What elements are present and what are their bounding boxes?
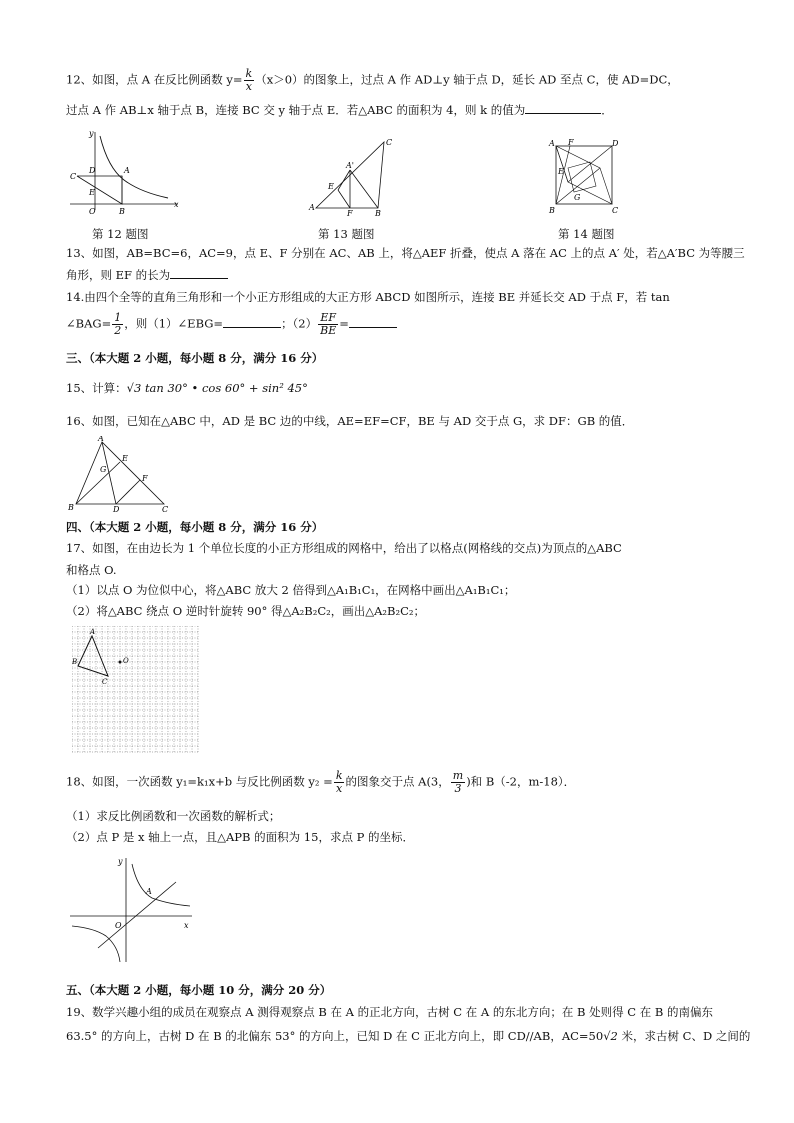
q17-part1: （1）以点 O 为位似中心，将△ABC 放大 2 倍得到△A₁B₁C₁，在网格中画出△A₁B₁C₁； — [66, 583, 516, 597]
q14-fraction-2: $\frac{EF}{BE}$ — [320, 311, 337, 337]
fig16-label-B: B — [68, 503, 74, 512]
fig14-label-D: D — [612, 139, 619, 148]
fig12-label-B: B — [119, 207, 125, 216]
fig13-label-F: F — [347, 209, 353, 218]
fig14-label-E: E — [558, 167, 564, 176]
fig16-triangle — [76, 442, 164, 504]
fig16-label-C: C — [162, 505, 169, 512]
fig14-label-A: A — [549, 139, 555, 148]
q18-part2: （2）点 P 是 x 轴上一点，且△APB 的面积为 15，求点 P 的坐标． — [66, 830, 414, 844]
fig12-label-y: y — [89, 129, 94, 138]
fig17-label-B: B — [72, 658, 78, 666]
q12-answer-blank[interactable] — [525, 103, 601, 114]
q12-fraction: $\frac{k}{x}$ — [245, 67, 253, 93]
fig17-label-O: O — [123, 657, 129, 665]
fig16-label-A: A — [98, 436, 104, 443]
section-3-heading: 三、（本大题 2 小题，每小题 8 分，满分 16 分） — [66, 351, 324, 365]
fig12-label-x: x — [174, 200, 179, 209]
fig18-label-y: y — [118, 857, 123, 866]
fig16-label-D: D — [113, 505, 120, 512]
q12-text-b: （x＞0）的图象上，过点 A 作 AD⊥y 轴于点 D，延长 AD 至点 C，使 AD=DC， — [255, 72, 679, 87]
figure-18 — [68, 856, 196, 966]
q13-answer-blank[interactable] — [170, 268, 228, 279]
q15-expression: √3 tan 30° • cos 60° + sin² 45° — [126, 381, 308, 395]
q14-answer-blank-2[interactable] — [349, 317, 397, 328]
caption-fig13: 第 13 题图 — [318, 227, 375, 241]
fig12-label-E: E — [89, 188, 95, 197]
fig17-gridlines — [72, 626, 198, 752]
q12-text-a: 12、如图，点 A 在反比例函数 y= — [66, 72, 243, 87]
q14-line1: 14.由四个全等的直角三角形和一个小正方形组成的大正方形 ABCD 如图所示，连接 BE 并延长交 AD 于点 F，若 tan — [66, 290, 670, 304]
q13-line2: 角形，则 EF 的长为 — [66, 267, 228, 283]
fig12-label-C: C — [70, 172, 77, 181]
q16-line: 16、如图，已知在△ABC 中，AD 是 BC 边的中线，AE=EF=CF，BE 与 AD 交于点 G，求 DF：GB 的值． — [66, 414, 634, 428]
q18-part1: （1）求反比例函数和一次函数的解析式； — [66, 809, 281, 823]
q18-fraction-1: $\frac{k}{x}$ — [335, 769, 343, 795]
q14-fraction-1: $\frac{1}{2}$ — [114, 311, 122, 337]
fig13-label-C: C — [386, 138, 393, 147]
q12-line1 — [66, 68, 679, 93]
fig14-inner-square — [568, 162, 596, 192]
fig18-hyperbola-q3 — [72, 926, 120, 962]
fig12-curve — [100, 136, 168, 198]
figure-16 — [68, 436, 172, 512]
fig14-label-G: G — [574, 193, 581, 202]
q14-line2: ∠BAG= $\frac{1}{2}$ ，则（1）∠EBG= ；（2） $\frac{EF}{BE}$ = — [66, 312, 397, 337]
fig12-label-D: D — [89, 166, 96, 175]
q12-line2: 过点 A 作 AB⊥x 轴于点 B，连接 BC 交 y 轴于点 E．若△ABC 的面积为 4，则 k 的值为 ． — [66, 103, 613, 117]
fig16-label-G: G — [100, 465, 107, 474]
fig13-label-E: E — [328, 182, 334, 191]
fig17-point-O — [119, 661, 122, 664]
q12-text-line2: 过点 A 作 AB⊥x 轴于点 B，连接 BC 交 y 轴于点 E．若△ABC 的面积为 4，则 k 的值为 — [66, 103, 526, 117]
fig16-label-E: E — [122, 454, 128, 463]
q18-fraction-2: $\frac{m}{3}$ — [452, 769, 464, 795]
q17-line1: 17、如图，在由边长为 1 个单位长度的小正方形组成的网格中，给出了以格点(网格线的交点)为顶点的△ABC — [66, 541, 622, 555]
q14-answer-blank-1[interactable] — [223, 317, 281, 328]
fig17-label-A: A — [90, 628, 96, 636]
fig12-label-O: O — [89, 207, 96, 216]
figure-12 — [70, 128, 182, 218]
section-5-heading: 五、（本大题 2 小题，每小题 10 分，满分 20 分） — [66, 983, 332, 997]
fig12-label-A: A — [124, 166, 130, 175]
fig14-square — [556, 146, 612, 204]
fig13-label-A: A — [309, 203, 315, 212]
fig14-label-F: F — [568, 138, 574, 147]
fig14-label-B: B — [549, 206, 555, 215]
fig12-triangle — [77, 176, 122, 204]
figure-14 — [548, 138, 628, 216]
fig13-label-A-prime: A' — [346, 161, 354, 170]
q15-line: 15、计算：√3 tan 30° • cos 60° + sin² 45° — [66, 381, 308, 395]
fig17-label-C: C — [102, 678, 108, 686]
fig14-label-C: C — [612, 206, 619, 215]
caption-fig12: 第 12 题图 — [92, 227, 149, 241]
q17-part2: （2）将△ABC 绕点 O 逆时针旋转 90° 得△A₂B₂C₂，画出△A₂B₂C₂； — [66, 604, 425, 618]
fig18-line — [98, 882, 176, 948]
fig18-label-x: x — [184, 921, 189, 930]
q18-line1: 18、如图，一次函数 y₁=k₁x+b 与反比例函数 y₂ = $\frac{k}{x}$ 的图象交于点 A(3， $\frac{m}{3}$ )和 B（-2，m-18）． — [66, 769, 576, 795]
fig18-hyperbola-q1 — [132, 864, 190, 906]
q13-line1: 13、如图，AB=BC=6，AC=9，点 E、F 分别在 AC、AB 上，将△AEF 折叠，使点 A 落在 AC 上的点 A′ 处，若△A′BC 为等腰三 — [66, 246, 745, 260]
fig13-label-B: B — [375, 209, 381, 218]
section-4-heading: 四、（本大题 2 小题，每小题 8 分，满分 16 分） — [66, 520, 324, 534]
fig18-label-O: O — [115, 921, 122, 930]
figure-17-grid — [72, 626, 202, 756]
fig18-label-A: A — [146, 887, 152, 896]
q19-line1: 19、数学兴趣小组的成员在观察点 A 测得观察点 B 在 A 的正北方向，古树 C 在 A 的东北方向；在 B 处则得 C 在 B 的南偏东 — [66, 1005, 713, 1019]
q19-line2: 63.5° 的方向上，古树 D 在 B 的北偏东 53° 的方向上，已知 D 在 C 正北方向上，即 CD//AB，AC=50√2 米，求古树 C、D 之间的 — [66, 1029, 751, 1043]
fig16-label-F: F — [142, 474, 148, 483]
caption-fig14: 第 14 题图 — [558, 227, 615, 241]
figure-13 — [308, 134, 398, 218]
q17-line2: 和格点 O. — [66, 563, 117, 577]
